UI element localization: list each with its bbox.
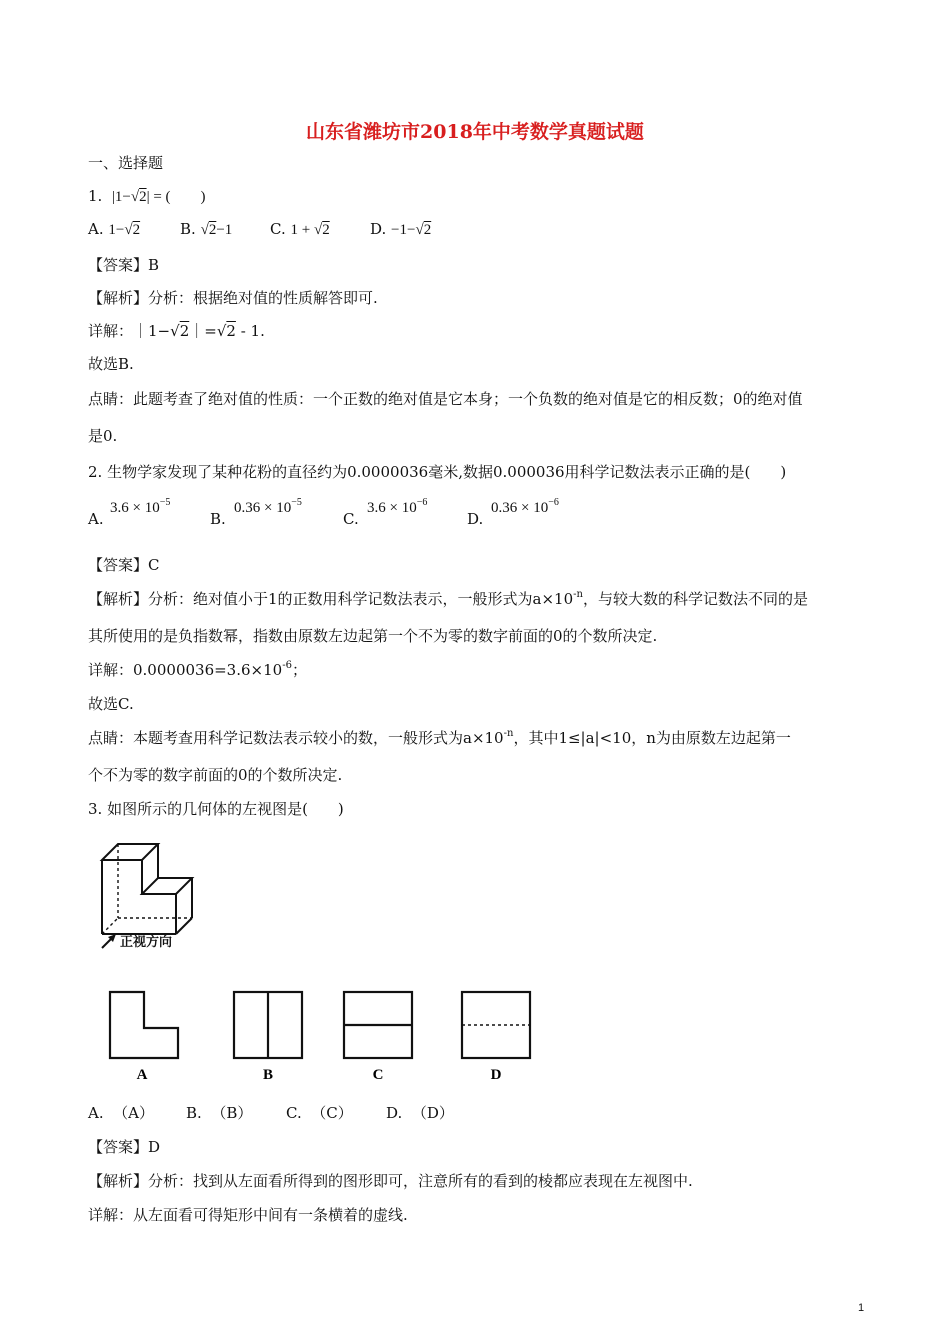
view-a-shape (110, 992, 178, 1058)
view-label-a: A (136, 1067, 148, 1083)
q1-option-b: B. √2−1 (180, 220, 233, 238)
q1-comment-line2: 是0. (88, 427, 118, 445)
view-label-b: B (262, 1067, 274, 1083)
q1-choose: 故选B. (88, 355, 134, 373)
q1-option-d: D. −1−√2 (370, 220, 432, 238)
section-heading: 一、选择题 (88, 154, 164, 172)
q1-stem: 1. |1−√2| = ( ) (88, 187, 206, 205)
q1-option-a: A. 1−√2 (88, 220, 141, 238)
q3-option-d: D. （D） (386, 1104, 454, 1122)
q2-analysis-line2: 其所使用的是负指数幂，指数由原数左边起第一个不为零的数字前面的0的个数所决定. (88, 627, 658, 645)
q1-comment-line1: 点睛：此题考查了绝对值的性质：一个正数的绝对值是它本身；一个负数的绝对值是它的相反数；0的绝对值 (88, 390, 803, 408)
view-options (104, 988, 544, 1084)
q3-option-b: B. （B） (186, 1104, 253, 1122)
q2-analysis-line1: 【解析】分析：绝对值小于1的正数用科学记数法表示，一般形式为$a\times 10^{-n}$，与较大数的科学记数法不同的是 (88, 589, 808, 608)
q1-option-c: C. 1 + √2 (270, 220, 330, 238)
q1-answer: 【答案】B (88, 256, 160, 274)
q2-choose: 故选C. (88, 695, 134, 713)
view-label-c: C (372, 1067, 384, 1083)
q2-comment-line2: 个不为零的数字前面的0的个数所决定. (88, 766, 343, 784)
q2-answer: 【答案】C (88, 556, 160, 574)
q2-option-d: D. $0.36 \times 10^{-6}$ (467, 497, 559, 528)
q3-analysis: 【解析】分析：找到从左面看所得到的图形即可，注意所有的看到的棱都应表现在左视图中. (88, 1172, 693, 1190)
q1-analysis: 【解析】分析：根据绝对值的性质解答即可. (88, 289, 378, 307)
direction-label: 正视方向 (120, 935, 173, 950)
q3-option-c: C. （C） (286, 1104, 353, 1122)
q2-option-b: B. $0.36 \times 10^{-5}$ (210, 497, 302, 528)
q1-detail: 详解：｜1−√2｜=√2 - 1. (88, 322, 265, 340)
q3-detail: 详解：从左面看可得矩形中间有一条横着的虚线. (88, 1206, 408, 1224)
q2-stem: 2. 生物学家发现了某种花粉的直径约为0.0000036毫米,数据0.000036用科学记数法表示正确的是( ) (88, 463, 787, 481)
q3-answer: 【答案】D (88, 1138, 161, 1156)
q3-stem: 3. 如图所示的几何体的左视图是( ) (88, 800, 344, 818)
view-label-d: D (490, 1067, 502, 1083)
q2-detail: 详解：$0.0000036=3.6\times 10^{-6}$； (88, 660, 307, 679)
q3-option-a: A. （A） (88, 1104, 154, 1122)
q2-comment-line1: 点睛：本题考查用科学记数法表示较小的数，一般形式为$a\times 10^{-n}$，其中1≤|a|<10，n为由原数左边起第一 (88, 728, 791, 747)
q2-option-a: A. $3.6 \times 10^{-5}$ (88, 497, 171, 528)
page-title: 山东省潍坊市2018年中考数学真题试题 (306, 121, 644, 143)
q2-option-c: C. $3.6 \times 10^{-6}$ (343, 497, 428, 528)
view-d-shape (462, 992, 530, 1058)
page-number: 1 (858, 1302, 865, 1314)
